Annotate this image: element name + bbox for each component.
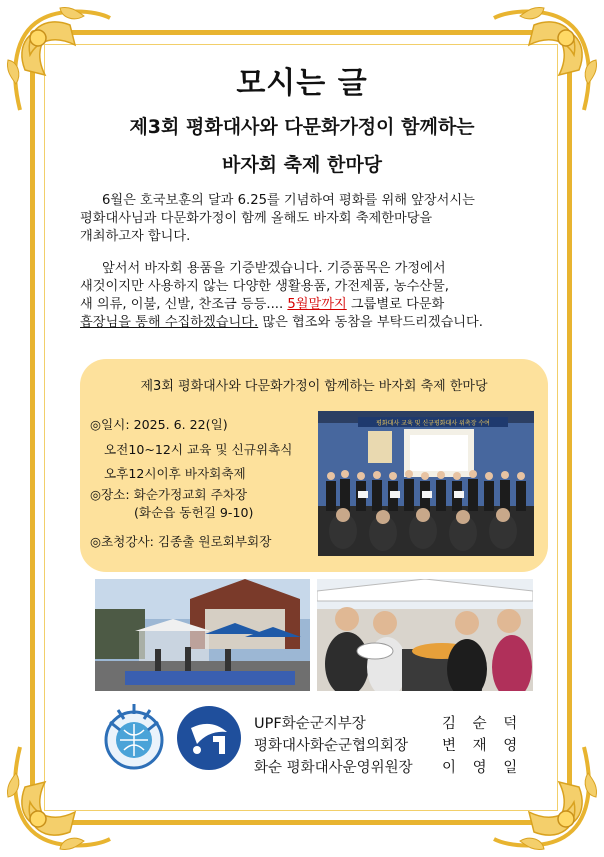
event-address: (화순읍 동헌길 9-10)	[134, 505, 254, 520]
donation-text: 많은 협조와 동참을 부탁드리겠습니다.	[258, 315, 483, 330]
signature-role: 화순 평화대사운영위원장	[254, 760, 413, 776]
intro-line: 평화대사님과 다문화가정이 함께 올해도 바자회 축제한마당을	[80, 211, 433, 226]
corner-ornament-icon	[484, 737, 604, 857]
event-date: ◎일시: 2025. 6. 22(일)	[90, 417, 228, 432]
signature-role: UPF화순군지부장	[254, 716, 366, 732]
bazaar-cooking-photo	[317, 579, 533, 691]
intro-line: 개최하고자 합니다.	[80, 229, 191, 244]
event-time-1: 오전10~12시 교육 및 신규위촉식	[104, 442, 293, 457]
event-speaker: ◎초청강사: 김종출 원로회부회장	[90, 534, 272, 549]
donation-line	[80, 314, 550, 332]
ceremony-photo	[318, 411, 534, 556]
donation-line: 앞서서 바자회 용품을 기증받겠습니다. 기증품목은 가정에서	[102, 261, 446, 276]
subtitle-line-1: 제3회 평화대사와 다문화가정이 함께하는	[129, 116, 475, 138]
donation-line: 새것이지만 사용하지 않는 다양한 생활용품, 가전제품, 농수산물,	[80, 279, 449, 294]
deadline-highlight: 5월말까지	[287, 297, 347, 312]
donation-paragraph	[80, 260, 550, 332]
stage-banner: 평화대사 교육 및 신규평화대사 위촉장 수여	[376, 420, 490, 427]
bazaar-tents-photo	[95, 579, 310, 691]
signature-name: 김 순 덕	[442, 716, 524, 732]
signature-role: 평화대사화순군협의회장	[254, 738, 409, 754]
event-title: 제3회 평화대사와 다문화가정이 함께하는 바자회 축제 한마당	[140, 379, 488, 394]
peace-ambassador-logo-icon	[175, 704, 243, 772]
donation-text: 그룹별로 다문화	[346, 297, 445, 312]
page-title: 모시는 글	[236, 66, 368, 101]
signature-name: 변 재 영	[442, 738, 524, 754]
event-place: ◎장소: 화순가정교회 주차장	[90, 487, 248, 502]
subtitle-line-2: 바자회 축제 한마당	[221, 154, 383, 176]
signature-name: 이 영 일	[442, 760, 524, 776]
signature-row	[254, 756, 524, 777]
donation-line	[80, 296, 550, 314]
intro-line: 6월은 호국보훈의 달과 6.25를 기념하여 평화를 위해 앞장서시는	[102, 193, 475, 208]
signature-row	[254, 712, 524, 733]
donation-text: 새 의류, 이불, 신발, 찬조금 등등....	[80, 297, 288, 312]
event-time-2: 오후12시이후 바자회축제	[104, 466, 246, 481]
collection-note: 흡장님을 통해 수집하겠습니다.	[80, 315, 259, 330]
intro-paragraph	[80, 192, 550, 246]
signature-row	[254, 734, 524, 755]
upf-logo-icon	[98, 700, 170, 772]
